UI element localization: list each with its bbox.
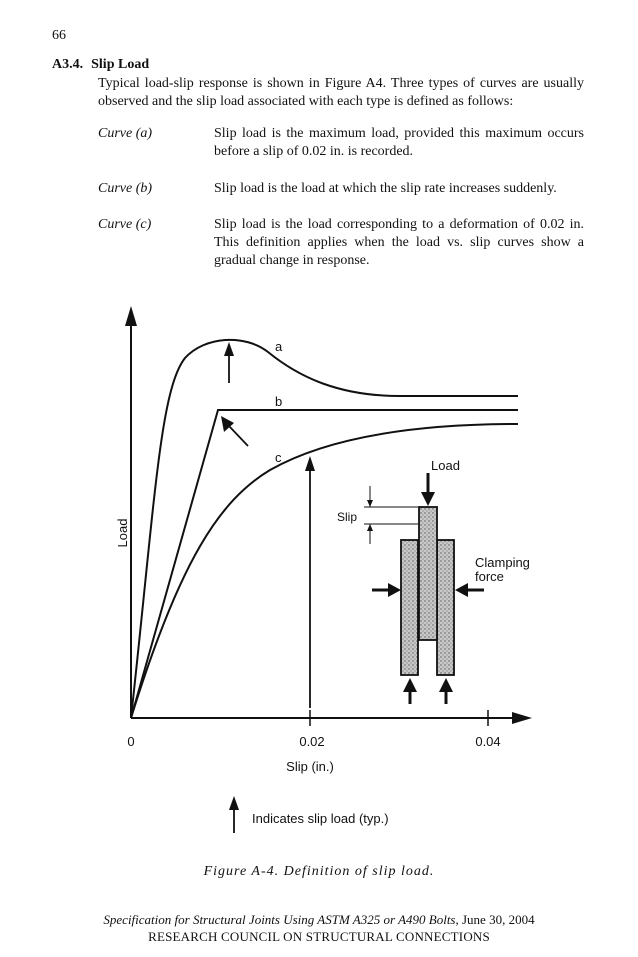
clamping-arrow-left bbox=[372, 583, 401, 597]
reaction-arrow-left bbox=[403, 678, 417, 704]
x-axis bbox=[131, 710, 532, 726]
figure-caption: Figure A-4. Definition of slip load. bbox=[203, 864, 435, 879]
footer-line-2: RESEARCH COUNCIL ON STRUCTURAL CONNECTIONS bbox=[148, 929, 490, 944]
slip-dimension bbox=[364, 486, 418, 544]
clamping-label-line1: Clamping bbox=[475, 555, 530, 570]
definition-text-a: Slip load is the maximum load, provided this maximum occurs before a slip of 0.02 in. is recorded. bbox=[214, 126, 584, 159]
slip-load-arrow-b bbox=[221, 416, 248, 446]
definition-text-c: Slip load is the load corresponding to a deformation of 0.02 in. This definition applies when the load vs. slip curves show a gradual change in response. bbox=[214, 217, 584, 268]
x-tick-0: 0 bbox=[127, 734, 135, 749]
slip-load-legend-arrow bbox=[229, 796, 239, 833]
section-title: Slip Load bbox=[91, 57, 150, 72]
y-axis bbox=[125, 306, 137, 718]
page-number: 66 bbox=[52, 28, 66, 43]
load-arrow bbox=[421, 473, 435, 506]
joint-schematic bbox=[401, 507, 454, 675]
footer-date: , June 30, 2004 bbox=[455, 912, 535, 927]
clamping-arrow-right bbox=[455, 583, 484, 597]
curve-label-c: c bbox=[275, 450, 282, 465]
footer-line-1 bbox=[0, 912, 638, 928]
curve-label-b: b bbox=[275, 394, 283, 409]
y-axis-label: Load bbox=[115, 518, 130, 548]
slip-load-arrow-a bbox=[224, 342, 234, 383]
slip-load-legend-text: Indicates slip load (typ.) bbox=[252, 811, 389, 826]
load-label: Load bbox=[431, 458, 460, 473]
load-slip-figure bbox=[0, 295, 638, 850]
slip-label: Slip bbox=[337, 510, 358, 524]
reaction-arrow-right bbox=[439, 678, 453, 704]
clamping-label-line2: force bbox=[475, 569, 504, 584]
definition-text-b: Slip load is the load at which the slip rate increases suddenly. bbox=[214, 181, 557, 196]
slip-load-arrow-c bbox=[305, 456, 315, 708]
section-intro: Typical load-slip response is shown in Figure A4. Three types of curves are usually observed and the slip load associated with each type is defined as follows: bbox=[98, 76, 584, 109]
curve-c bbox=[131, 424, 518, 718]
section-number: A3.4. bbox=[52, 57, 84, 72]
x-tick-0-02: 0.02 bbox=[299, 734, 325, 749]
curve-b bbox=[131, 410, 518, 718]
definition-term-a: Curve (a) bbox=[98, 126, 153, 141]
footer-document-title: Specification for Structural Joints Using ASTM A325 or A490 Bolts bbox=[103, 912, 456, 927]
x-tick-0-04: 0.04 bbox=[475, 734, 501, 749]
x-axis-label: Slip (in.) bbox=[286, 759, 334, 774]
definition-term-c: Curve (c) bbox=[98, 217, 152, 232]
section-heading bbox=[52, 57, 149, 73]
curve-a bbox=[131, 340, 518, 718]
definition-term-b: Curve (b) bbox=[98, 181, 153, 196]
curve-label-a: a bbox=[275, 339, 283, 354]
